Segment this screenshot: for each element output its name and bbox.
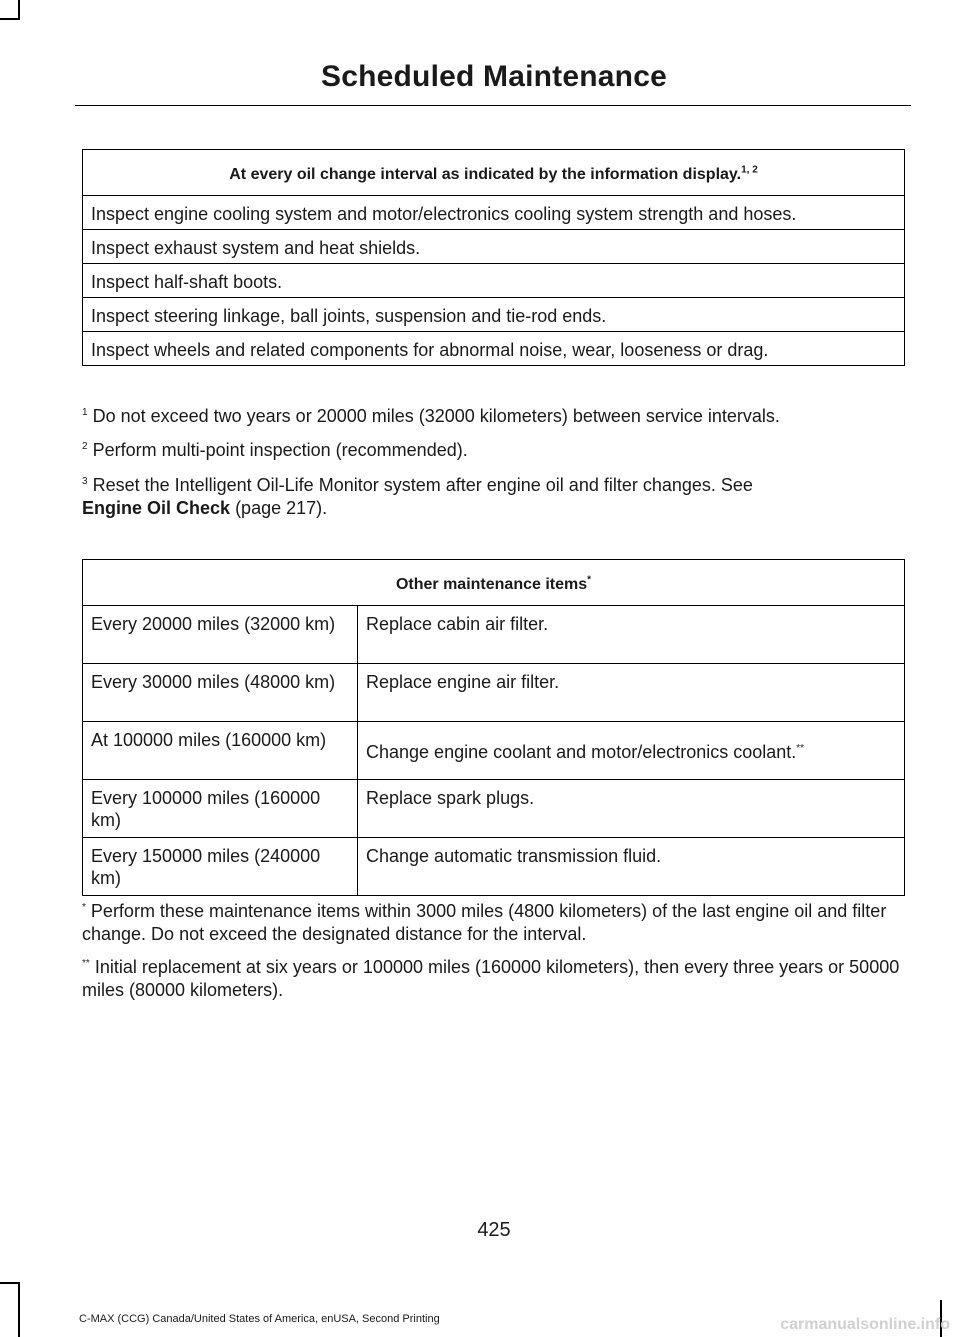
oil-change-interval-table [82,149,905,366]
page-number: 425 [477,1219,511,1241]
footnote-mark: 2 [82,441,88,452]
footnote-text: Reset the Intelligent Oil-Life Monitor system after engine oil and filter changes. See [92,475,753,495]
engine-oil-check-link[interactable]: Engine Oil Check [82,498,231,518]
crop-mark-bottom-left-h [0,1282,20,1284]
watermark: carmanualsonline.info [780,1316,950,1333]
footnote-2 [82,439,912,462]
interval-cell: Every 150000 miles (240000 km) [83,838,358,896]
table1-row: Inspect steering linkage, ball joints, suspension and tie-rod ends. [83,298,905,332]
item-cell [358,838,905,896]
table1-header-text: At every oil change interval as indicated by the information display. [229,166,742,183]
interval-cell: Every 100000 miles (160000 km) [83,780,358,838]
footnote-double-star [82,956,912,1002]
page-title: Scheduled Maintenance [321,60,667,93]
item-cell [358,722,905,780]
item-footnote-ref: ** [796,743,805,754]
item-cell [358,606,905,664]
title-divider [75,105,911,106]
footnote-1 [82,405,912,428]
item-text: Change automatic transmission fluid. [366,846,662,866]
interval-cell: Every 20000 miles (32000 km) [83,606,358,664]
table1-row: Inspect engine cooling system and motor/electronics cooling system strength and hoses. [83,196,905,230]
footnote-mark: 3 [82,476,88,487]
footnote-text: Initial replacement at six years or 100000 miles (160000 kilometers), then every three years or 50000 miles (80000 kilometers). [82,957,900,1000]
item-text: Replace spark plugs. [366,788,535,808]
table1-row: Inspect exhaust system and heat shields. [83,230,905,264]
footnote-3 [82,474,912,520]
footnote-page-ref: (page 217). [235,498,328,518]
interval-cell: Every 30000 miles (48000 km) [83,664,358,722]
crop-mark-top-left [18,0,20,20]
footnote-mark: 1 [82,407,88,418]
footer-text: C-MAX (CCG) Canada/United States of America, enUSA, Second Printing [79,1313,440,1325]
interval-cell: At 100000 miles (160000 km) [83,722,358,780]
item-text: Change engine coolant and motor/electronics coolant. [366,742,797,762]
table1-header [83,150,905,196]
item-cell [358,780,905,838]
crop-mark-top-left-h [0,18,20,20]
footnote-mark: * [82,902,86,913]
footnote-text: Do not exceed two years or 20000 miles (32000 kilometers) between service intervals. [92,406,780,426]
table2-header [83,560,905,606]
table1-row: Inspect wheels and related components for abnormal noise, wear, looseness or drag. [83,332,905,366]
footnote-star [82,900,912,946]
table2-header-footnote-ref: * [587,574,592,586]
footnote-text: Perform these maintenance items within 3000 miles (4800 kilometers) of the last engine oil and filter change. Do not exceed the designated distance for the interval. [82,901,887,944]
table1-row: Inspect half-shaft boots. [83,264,905,298]
item-text: Replace engine air filter. [366,672,560,692]
footnote-text: Perform multi-point inspection (recommended). [92,440,468,460]
table1-header-footnote-ref: 1, 2 [741,164,758,176]
other-maintenance-table [82,559,905,896]
item-cell [358,664,905,722]
item-text: Replace cabin air filter. [366,614,549,634]
crop-mark-bottom-left [18,1282,20,1337]
footnote-mark: ** [82,958,90,969]
table2-header-text: Other maintenance items [395,576,588,593]
